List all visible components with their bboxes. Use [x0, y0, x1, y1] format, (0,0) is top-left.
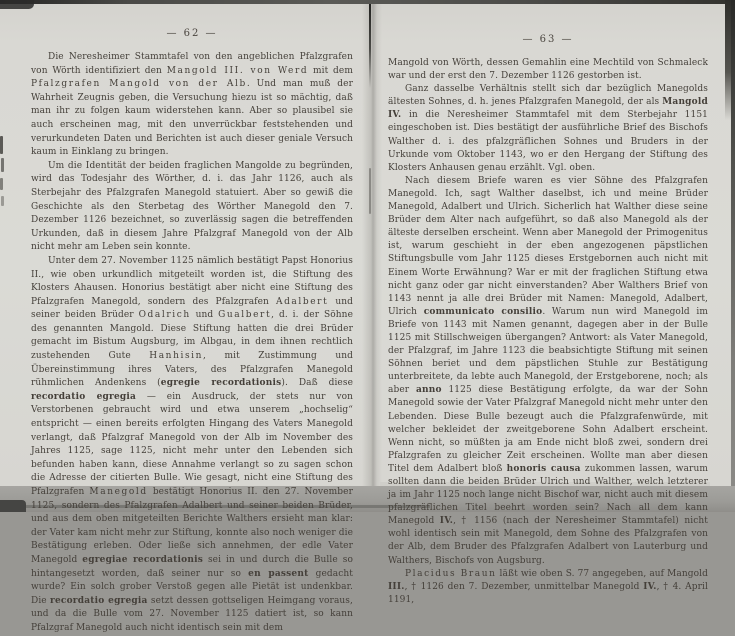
body-text-run: in die Neresheimer Stammtafel mit dem Sterbejahr 1151 eingeschoben ist. Dies bestätigt der ausführliche Brief des Bischofs Walther d. i. des pfalzgräflichen Sohnes und Bruders in der Urkunde vom Oktober 1143, wo er den Hergang der Stiftung des Klosters Anhausen genau erzählt. Vgl. oben.: [388, 110, 708, 173]
body-text-run: Die Neresheimer Stammtafel von den angeblichen Pfalzgrafen von Wörth identifiziert den: [31, 52, 353, 76]
book-page-edge-mark: [0, 178, 3, 190]
scan-edge-right: [731, 0, 735, 512]
latin-phrase: recordatio egregia: [50, 595, 148, 606]
page-number-63: — 63 —: [522, 34, 574, 45]
latin-phrase: Mangold IV.: [388, 97, 708, 121]
book-page-edge-mark: [0, 136, 3, 154]
body-text-run: mit dem: [308, 65, 353, 76]
emphasized-name: Adalbert: [275, 296, 329, 307]
latin-phrase: egregie recordationis: [160, 378, 282, 389]
emphasized-name: Placidus Braun: [405, 568, 497, 579]
body-text-run: Unter dem 27. November 1125 nämlich bestätigt Papst Honorius II., wie oben urkundlich mitgeteilt worden ist, die Stiftung des Klosters Ahausen. Honorius bestätigt aber nicht eine Stiftung des Pfalzgrafen Manegold, sondern des Pfalzgrafen: [31, 255, 353, 307]
paragraph: [388, 57, 708, 83]
body-text-run: . Warum nun wird Manegold im Briefe von 1143 mit Namen genannt, dagegen aber in der Bulle 1125 mit Stillschweigen übergangen? Antwort: als Vater Manegold, der Pfalzgraf, im Jahre 1123 die beabsichtigte Stiftung mit seinen Söhnen beriet und dem päpstlichen Stuhle zur Bestätigung unterbreitete, da lebte auch Manegold, der Erstgeborene, noch; als aber: [388, 306, 709, 396]
latin-phrase: honoris causa: [506, 463, 581, 474]
page-gutter-shadow: [362, 4, 382, 486]
page-63-body: [388, 57, 708, 607]
emphasized-name: Gualbert: [218, 310, 272, 321]
body-text-run: läßt wie oben S. 77 angegeben, auf Mangold: [496, 568, 708, 579]
emphasized-name: Pfalzgrafen Mangold von der Alb: [31, 79, 247, 90]
latin-phrase: egregiae recordationis: [82, 554, 203, 565]
body-text-run: Mangold von Wörth, dessen Gemahlin eine Mechtild von Schmaleck war und der erst den 7. Dezember 1126 gestorben ist.: [388, 58, 708, 82]
paragraph: [31, 160, 353, 255]
latin-phrase: IV.: [439, 516, 454, 527]
scan-corner-bottom-left: [0, 500, 26, 512]
latin-phrase: communicato consilio: [423, 306, 543, 317]
paragraph: [388, 175, 708, 568]
body-text-run: , † 1126 den 7. Dezember, unmittelbar Manegold: [404, 581, 644, 592]
book-page-edge-mark: [1, 196, 4, 206]
paragraph: [31, 255, 353, 636]
body-text-run: , mit Zustimmung und Übereinstimmung ihres Vaters, des Pfalzgrafen Manegold rühmlichen Andenkens (: [31, 351, 353, 389]
body-text-run: . Und man muß der Wahrheit Zeugnis geben, die Versuchung hiezu ist so mächtig, daß man ihr zu folgen kaum widerstehen kann. Aber so plausibel sie auch erscheinen mag, mit den unverrückbar feststehenden und verurkundeten Daten und Berichten ist auch dieser geniale Versuch kaum in Einklang zu bringen.: [31, 79, 353, 158]
body-text-run: ). Daß diese: [281, 378, 353, 389]
gutter-crease-mark: [369, 168, 371, 214]
scan-corner-top-left: [0, 0, 34, 9]
latin-phrase: anno: [415, 385, 442, 396]
emphasized-name: Mangold III. von Werd: [166, 65, 309, 76]
page-number-62: — 62 —: [166, 28, 218, 39]
body-text-run: sei in und durch die Bulle so hintangesetzt worden, daß seiner nur so: [31, 554, 353, 579]
body-text-run: bestätigt Honorius II. den 27. November 1125, sondern des Pfalzgrafen Adalbert und seiner beiden Brüder, und aus dem oben mitgeteilten Berichte Walthers ersieht man klar: der Vater kam nicht mehr zur Stiftung, konnte also noch weniger die Bestätigung erleben. Oder ließe sich annehmen, der edle Vater Manegold: [31, 487, 353, 565]
book-page-edge-mark: [1, 158, 4, 172]
body-text-run: gedacht wurde? Ein solch grober Verstoß gegen alle Pietät ist undenkbar. Die: [31, 568, 353, 606]
body-text-run: und: [190, 310, 219, 321]
body-text-run: Ganz dasselbe Verhältnis stellt sich dar bezüglich Manegolds ältesten Sohnes, d. h. jenes Pfalzgrafen Manegold, der als: [388, 84, 708, 108]
latin-phrase: en passent: [248, 568, 309, 579]
latin-phrase: IV.: [643, 581, 657, 592]
latin-phrase: recordatio egregia: [31, 391, 137, 402]
paragraph: [31, 51, 353, 160]
body-text-run: und seiner beiden Brüder: [31, 296, 353, 321]
gutter-crease-line: [369, 0, 371, 88]
paragraph: [388, 568, 708, 607]
page-62-body: [31, 51, 353, 636]
page-62: [31, 10, 353, 636]
body-text-run: Nach diesem Briefe waren es vier Söhne des Pfalzgrafen Manegold. Ich, sagt Walther daselbst, ich und meine Brüder Manegold, Adalbert und Ulrich. Sicherlich hat Walther diese seine Brüder dem Alter nach aufgeführt, so daß also Manegold als der älteste derselben erscheint. Wenn aber Manegold der Primogenitus ist, warum geschieht in der eben angezogenen päpstlichen Stiftungsbulle vom Jahr 1125 dieses Erstgebornen auch nicht mit Einem Worte Erwähnung? War er mit der fraglichen Stiftung etwa nicht ganz oder gar nicht einverstanden? Aber Walthers Brief von 1143 nennt ja alle drei Brüder mit Namen: Manegold, Adalbert, Ulrich: [388, 175, 708, 317]
body-text-run: 1125 diese Bestätigung erfolgte, da war der Sohn Manegold sowie der Vater Pfalzgraf Manegold nicht mehr unter den Lebenden. Diese Bulle bezeugt auch die Pfalzgrafenwürde, mit welcher bekleidet der zweitgeborene Sohn Adalbert erscheint. Wenn nicht, so müßten ja am Ende nicht bloß zwei, sondern drei Pfalzgrafen zu gleicher Zeit erscheinen. Wollte man aber diesen Titel dem Adalbert bloß: [388, 385, 708, 474]
body-text-run: setzt dessen gottseligen Heimgang voraus, und da die Bulle vom 27. November 1125 datiert ist, so kann Pfalzgraf Manegold auch nicht identisch sein mit dem: [31, 595, 353, 633]
scan-edge-top: [0, 0, 735, 4]
body-text-run: — ein Ausdruck, der stets nur von Verstorbenen gebraucht wird und etwa unserem „hochselig“ entspricht — einen bereits erfolgten Hingang des Vaters Manegold verlangt, daß Pfalzgraf Manegold von der Alb im November des Jahres 1125, sage 1125, nicht mehr unter den Lebenden sich befunden haben kann, diese Annahme verlangt so zu sagen schon die Adresse der citierten Bulle. Wie gesagt, nicht eine Stiftung des Pfalzgrafen: [31, 391, 353, 497]
body-text-run: , † 4. April 1191,: [388, 581, 708, 605]
page-63: [388, 14, 708, 607]
emphasized-name: Hanhisin: [149, 351, 204, 362]
paragraph: [388, 83, 708, 175]
body-text-run: zukommen lassen, warum sollten dann die beiden Brüder Ulrich und Walther, welch letzterer ja im Jahr 1125 noch lange nicht Bischof war, nicht auch mit diesem pfalzgräflichen Titel beehrt worden sein? Nach all dem kann Manegold: [388, 463, 708, 527]
body-text-run: , † 1156 (nach der Neresheimer Stammtafel) nicht wohl identisch sein mit Manegold, dem Sohne des Pfalzgrafen von der Alb, dem Bruder des Pfalzgrafen Adalbert von Lauterburg und Walthers, Bischofs von Augsburg.: [388, 516, 708, 566]
body-text-run: , d. i. der Söhne des genannten Mangold. Diese Stiftung hatten die drei Brüder gemacht im Bistum Augsburg, im Albgau, in dem ihnen rechtlich zustehenden Gute: [31, 310, 353, 362]
latin-phrase: III.: [388, 581, 405, 592]
emphasized-name: Manegold: [89, 487, 148, 497]
body-text-run: Um die Identität der beiden fraglichen Mangolde zu begründen, wird das Todesjahr des Wörther, d. i. das Jahr 1126, auch als Sterbejahr des Pfalzgrafen Manegold statuiert. Aber so gewiß die Geschichte als den Sterbetag des Wörther Manegold den 7. Dezember 1126 bezeichnet, so zuverlässig sagen die betreffenden Urkunden, daß in diesem Jahre Pfalzgraf Manegold von der Alb nicht mehr am Leben sein konnte.: [31, 160, 353, 253]
emphasized-name: Odalrich: [138, 310, 191, 321]
